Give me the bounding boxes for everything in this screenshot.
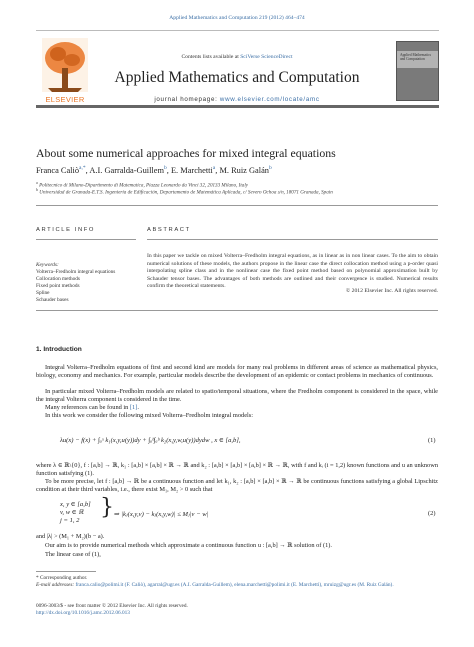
- abstract-text: In this paper we tackle on mixed Volterra–Fredholm integral equations, as in linear as in non linear cases. To the aim to obtain numerical solutions of these models, the authors propose in the linear case the direct collocation method using a p-order quasi interpolating spline class and in the nonlinear case the fixed point method based on polynomial approximation built by Schauder tensor bases. The advantages of both methods are outlined and their convergence is studied. Numerical results confirm the theoretical statements.: [147, 253, 438, 290]
- homepage-prefix: journal homepage:: [154, 96, 220, 103]
- divider: [36, 205, 438, 206]
- paragraph: The linear case of (1),: [45, 551, 101, 558]
- issn-line: 0096-3003/$ - see front matter © 2012 Elsevier Inc. All rights reserved.: [36, 603, 188, 609]
- equation-2: ⇒ |kⱼ(x,y,v) − kⱼ(x,y,w)| ≤ Mⱼ|v − w|: [114, 511, 209, 518]
- keyword-item: Volterra–Fredholm integral equations: [36, 269, 116, 275]
- journal-citation[interactable]: Applied Mathematics and Computation 219 (2012) 464–474: [169, 15, 305, 21]
- right-brace: }: [100, 495, 114, 520]
- paragraph: In particular mixed Volterra–Fredholm models are related to spatio/temporal situations, where the Fredholm component is considered in the space, while the integral Volterra component is considered in the time.: [36, 388, 438, 403]
- abstract-heading: ABSTRACT: [147, 227, 191, 233]
- keywords-label: Keywords:: [36, 262, 59, 268]
- footnote-divider: [36, 571, 96, 572]
- affiliation-b: [36, 187, 333, 196]
- condition-line: v, w ∈ ℝ: [60, 509, 84, 516]
- keyword-item: Schauder bases: [36, 297, 69, 303]
- author-sup[interactable]: b: [164, 165, 167, 171]
- emails-label: E-mail addresses:: [36, 582, 76, 588]
- divider: [36, 310, 438, 311]
- paragraph: Our aim is to provide numerical methods which approximate a continuous function u : [a,b] → ℝ solution of (1).: [45, 542, 332, 549]
- homepage-link[interactable]: www.elsevier.com/locate/amc: [219, 96, 320, 103]
- cover-title: Applied Mathematics and Computation: [400, 53, 432, 61]
- paragraph: where λ ∈ ℝ\{0}, f : [a,b] → ℝ, k₁ : [a,b] × [a,b] × ℝ → ℝ and k₂ : [a,b] × [a,b] × [a,b] × ℝ → ℝ, with f and kᵢ (i = 1,2) known functions and u an unknown function satisfying (1).: [36, 462, 438, 477]
- affiliation-text: Politecnico di Milano-Dipartimento di Matematica, Piazza Leonardo da Vinci 32, 20133 Milano, Italy: [39, 182, 249, 189]
- article-info-heading: ARTICLE INFO: [36, 227, 96, 233]
- keyword-item: Fixed point methods: [36, 283, 80, 289]
- author-sup[interactable]: a: [212, 165, 216, 171]
- divider: [36, 239, 136, 240]
- author-name: M. Ruiz Galán: [219, 165, 269, 175]
- paragraph: To be more precise, let f : [a,b] → ℝ be a continuous function and let k₁, k₂ : [a,b] × [a,b] × ℝ → ℝ be continuous functions satisfying a global Lipschitz condition at their third variables, i.e., there exist M₁, M₂ > 0 such that: [36, 478, 438, 493]
- author-name: Franca Caliò: [36, 165, 80, 175]
- journal-cover-thumbnail: [396, 41, 439, 101]
- article-title: About some numerical approaches for mixed integral equations: [36, 146, 336, 160]
- journal-title: Applied Mathematics and Computation: [114, 69, 360, 86]
- equation-1: λu(x) − f(x) + ∫ₐˣ k₁(x,y,u(y))dy + ∫ₐᵇ∫ₐᵇ k₂(x,y,w,u(y))dydw , x ∈ [a,b],: [60, 437, 241, 444]
- condition-line: j = 1, 2: [60, 517, 80, 524]
- divider: [147, 239, 438, 240]
- equation-number: (2): [428, 510, 436, 517]
- contents-prefix: Contents lists available at: [181, 54, 241, 60]
- publisher-name: ELSEVIER: [45, 95, 85, 104]
- keyword-item: Spline: [36, 290, 50, 296]
- author-sup[interactable]: b: [268, 165, 272, 171]
- elsevier-tree-logo: [38, 32, 92, 102]
- footnote-corresponding: * Corresponding author.: [36, 575, 88, 581]
- paragraph-text: .: [137, 404, 139, 411]
- paragraph-text: Many references can be found in: [45, 404, 130, 411]
- affiliation-sup: b: [36, 187, 38, 192]
- author-name: A.I. Garralda-Guillem: [89, 165, 164, 175]
- author-name: E. Marchetti: [170, 165, 213, 175]
- email-links[interactable]: franca.calio@polimi.it (F. Caliò), agarral@ugr.es (A.I. Garralda-Guillem), elena.marchetti@polimi.it (E. Marchetti), mruizg@ugr.es (M. Ruiz Galán).: [75, 582, 394, 588]
- section-heading: 1. Introduction: [36, 346, 82, 353]
- copyright-line: © 2012 Elsevier Inc. All rights reserved.: [345, 288, 438, 294]
- keyword-item: Collocation methods: [36, 276, 80, 282]
- footnote-emails: [36, 582, 438, 589]
- condition-line: x, y ∈ [a,b]: [60, 501, 91, 508]
- affiliation-text: Universidad de Granada-E.T.S. Ingeniería de Edificación, Departamento de Matemática Aplicada, c/ Severo Ochoa s/n, 18071 Granada, Spain: [39, 189, 333, 196]
- doi-link[interactable]: http://dx.doi.org/10.1016/j.amc.2012.06.013: [36, 610, 130, 616]
- paragraph: Integral Volterra–Fredholm equations of first and second kind are models for many real problems in different areas of science as mathematical physics, biology, economy and mechanics. For example, particular models describe the development of an epidemic or contact problems in mechanics of continuous.: [36, 364, 438, 379]
- citation-link[interactable]: [1]: [129, 404, 138, 411]
- sciencedirect-link[interactable]: SciVerse ScienceDirect: [240, 54, 293, 60]
- affiliation-sup: a: [36, 180, 38, 185]
- equation-2-conditions: [60, 501, 91, 525]
- paragraph: In this work we consider the following mixed Volterra–Fredholm integral models:: [45, 412, 254, 419]
- author-list: Franca Caliò$^{a,*}$, A.I. Garralda-Guillem$^b$, E. Marchetti$^a$, M. Ruiz Galán$^b$: [36, 165, 272, 175]
- paragraph: [36, 404, 438, 412]
- equation-number: (1): [428, 437, 436, 444]
- author-sup[interactable]: a,*: [79, 165, 86, 171]
- paragraph: and |λ| > (M₁ + M₂)(b − a).: [36, 533, 105, 540]
